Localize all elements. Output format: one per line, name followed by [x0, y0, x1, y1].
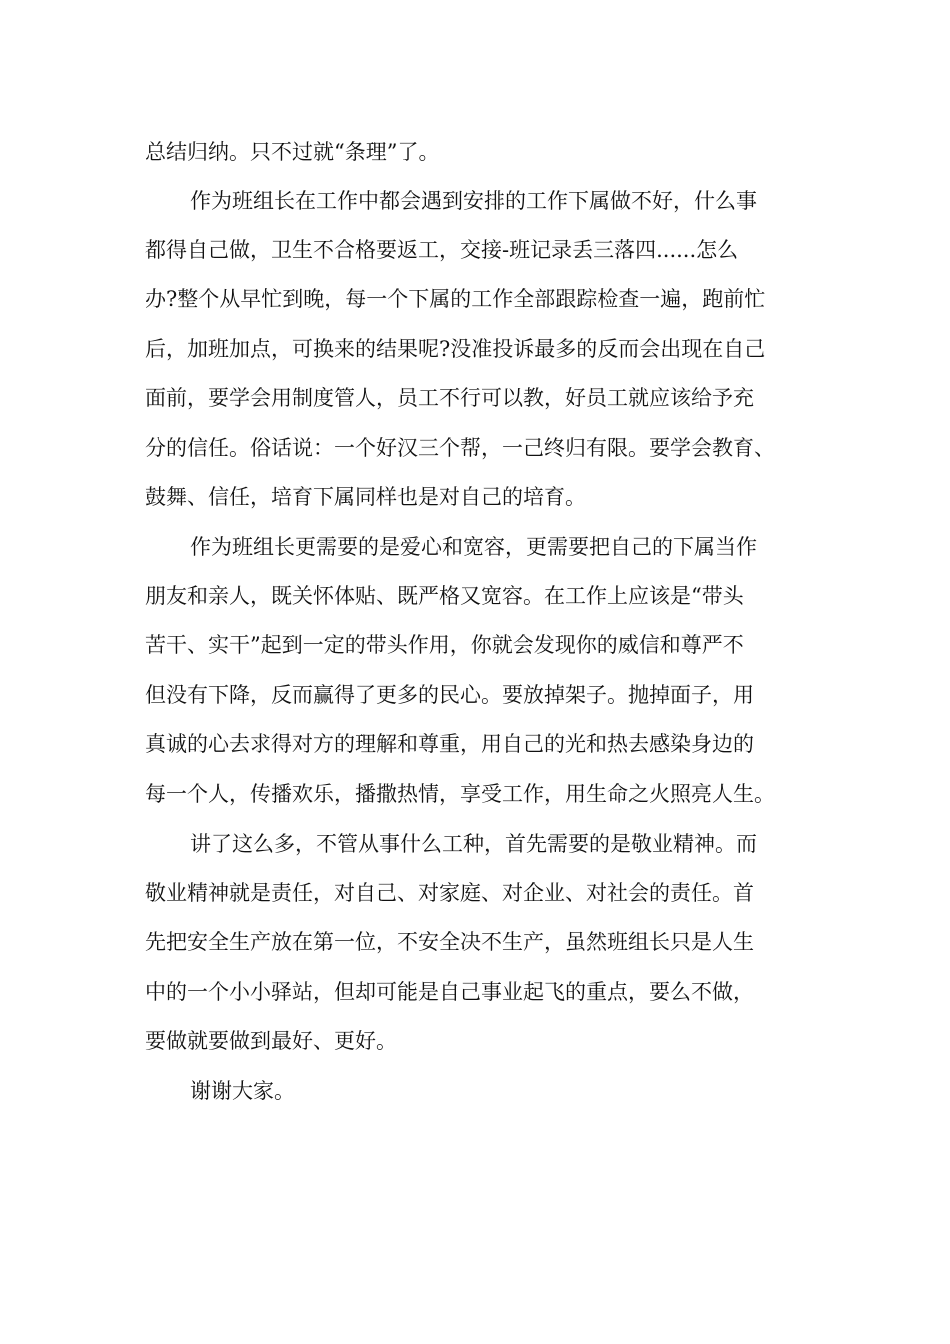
- text-line: 每一个人，传播欢乐，播撒热情，享受工作，用生命之火照亮人生。: [145, 782, 775, 806]
- text-line: 面前，要学会用制度管人，员工不行可以教，好员工就应该给予充: [145, 386, 754, 410]
- text-line: 办?整个从早忙到晚，每一个下属的工作全部跟踪检查一遍，跑前忙: [145, 287, 766, 311]
- text-line: 但没有下降，反而赢得了更多的民心。要放掉架子。抛掉面子，用: [145, 683, 754, 707]
- text-line: 朋友和亲人，既关怀体贴、既严格又宽容。在工作上应该是“带头: [145, 584, 744, 608]
- text-line: 真诚的心去求得对方的理解和尊重，用自己的光和热去感染身边的: [145, 732, 754, 756]
- paragraph-first-line: 作为班组长在工作中都会遇到安排的工作下属做不好，什么事: [190, 189, 757, 213]
- text-line: 后，加班加点，可换来的结果呢?没准投诉最多的反而会出现在自己: [145, 337, 766, 361]
- text-line: 苦干、实干”起到一定的带头作用，你就会发现你的威信和尊严不: [145, 633, 744, 657]
- text-line: 要做就要做到最好、更好。: [145, 1029, 397, 1053]
- text-line: 鼓舞、信任，培育下属同样也是对自己的培育。: [145, 485, 586, 509]
- closing-line: 谢谢大家。: [190, 1079, 295, 1103]
- paragraph-first-line: 讲了这么多，不管从事什么工种，首先需要的是敬业精神。而: [190, 832, 757, 856]
- paragraph-first-line: 作为班组长更需要的是爱心和宽容，更需要把自己的下属当作: [190, 535, 757, 559]
- text-line: 总结归纳。只不过就“条理”了。: [145, 140, 440, 164]
- text-line: 分的信任。俗话说：一个好汉三个帮，一己终归有限。要学会教育、: [145, 436, 775, 460]
- text-line: 敬业精神就是责任，对自己、对家庭、对企业、对社会的责任。首: [145, 881, 754, 905]
- text-line: 都得自己做，卫生不合格要返工，交接-班记录丢三落四......怎么: [145, 238, 739, 262]
- text-line: 先把安全生产放在第一位，不安全决不生产，虽然班组长只是人生: [145, 930, 754, 954]
- text-line: 中的一个小小驿站，但却可能是自己事业起飞的重点，要么不做，: [145, 980, 754, 1004]
